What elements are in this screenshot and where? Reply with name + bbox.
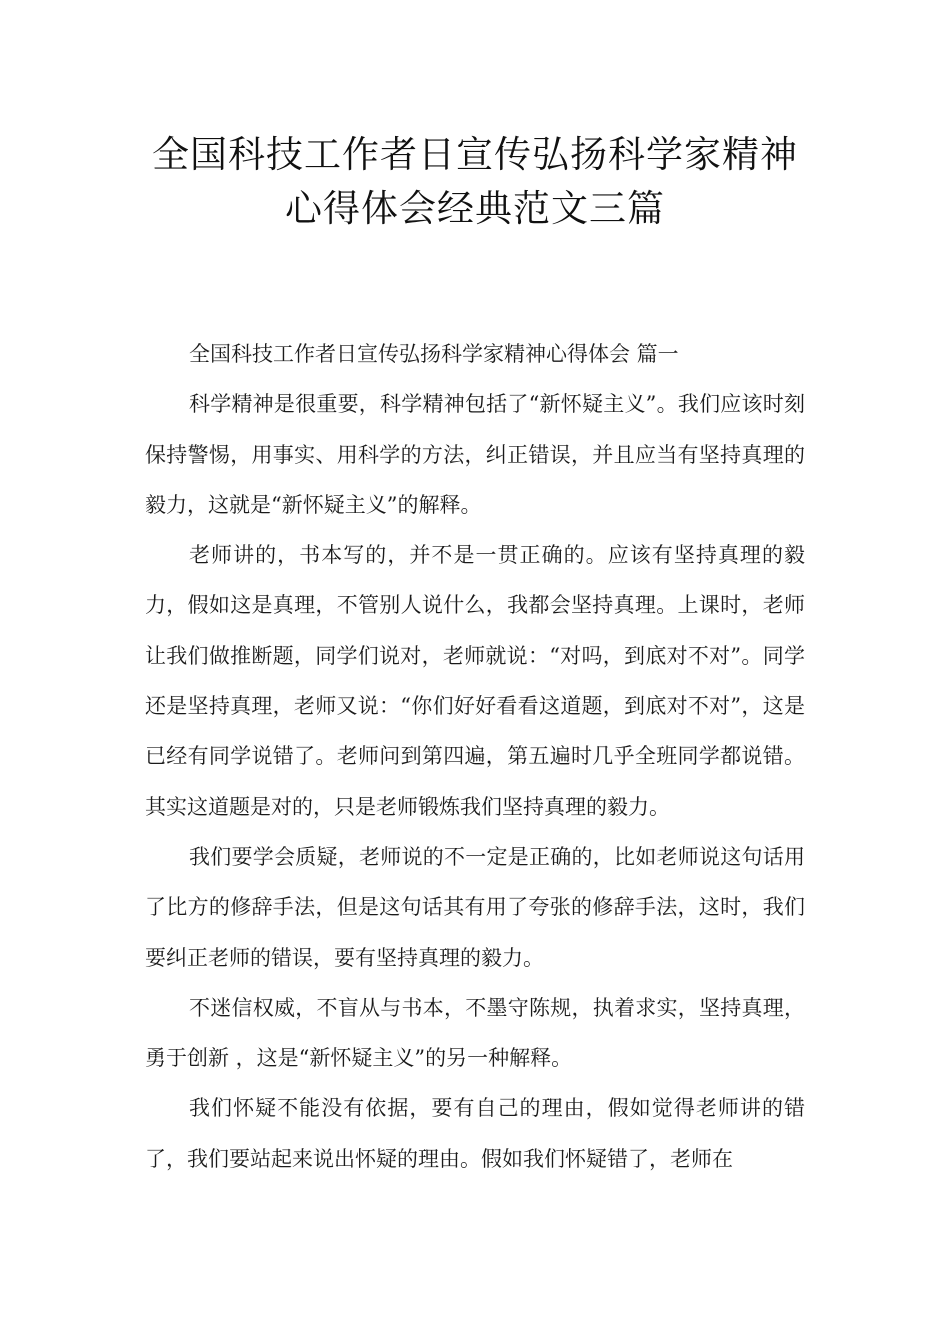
paragraph: 不迷信权威，不盲从与书本，不墨守陈规，执着求实，坚持真理，勇于创新 ，这是“新怀疑主义”的另一种解释。 — [145, 995, 805, 1071]
paragraph: 我们要学会质疑，老师说的不一定是正确的，比如老师说这句话用了比方的修辞手法，但是这句话其有用了夸张的修辞手法，这时，我们要纠正老师的错误，要有坚持真理的毅力。 — [145, 844, 805, 970]
paragraph: 科学精神是很重要，科学精神包括了“新怀疑主义”。我们应该时刻保持警惕，用事实、用科学的方法，纠正错误，并且应当有坚持真理的毅力，这就是“新怀疑主义”的解释。 — [145, 392, 805, 517]
paragraph: 我们怀疑不能没有依据，要有自己的理由，假如觉得老师讲的错了，我们要站起来说出怀疑的理由。假如我们怀疑错了，老师在 — [145, 1096, 805, 1171]
document-title-line-2: 心得体会经典范文三篇 — [285, 187, 665, 230]
paragraph: 老师讲的，书本写的，并不是一贯正确的。应该有坚持真理的毅力，假如这是真理，不管别人说什么，我都会坚持真理。上课时，老师让我们做推断题，同学们说对，老师就说：“对吗，到底对不对”。同学还是坚持真理，老师又说：“你们好好看看这道题，到底对不对”，这是已经有同学说错了。老师问到第四遍，第五遍时几乎全班同学都说错。其实这道题是对的，只是老师锻炼我们坚持真理的毅力。 — [145, 543, 805, 819]
section-heading: 全国科技工作者日宣传弘扬科学家精神心得体会 篇一 — [189, 342, 679, 366]
document-title-line-1: 全国科技工作者日宣传弘扬科学家精神 — [152, 133, 798, 176]
document-body — [145, 329, 805, 1184]
